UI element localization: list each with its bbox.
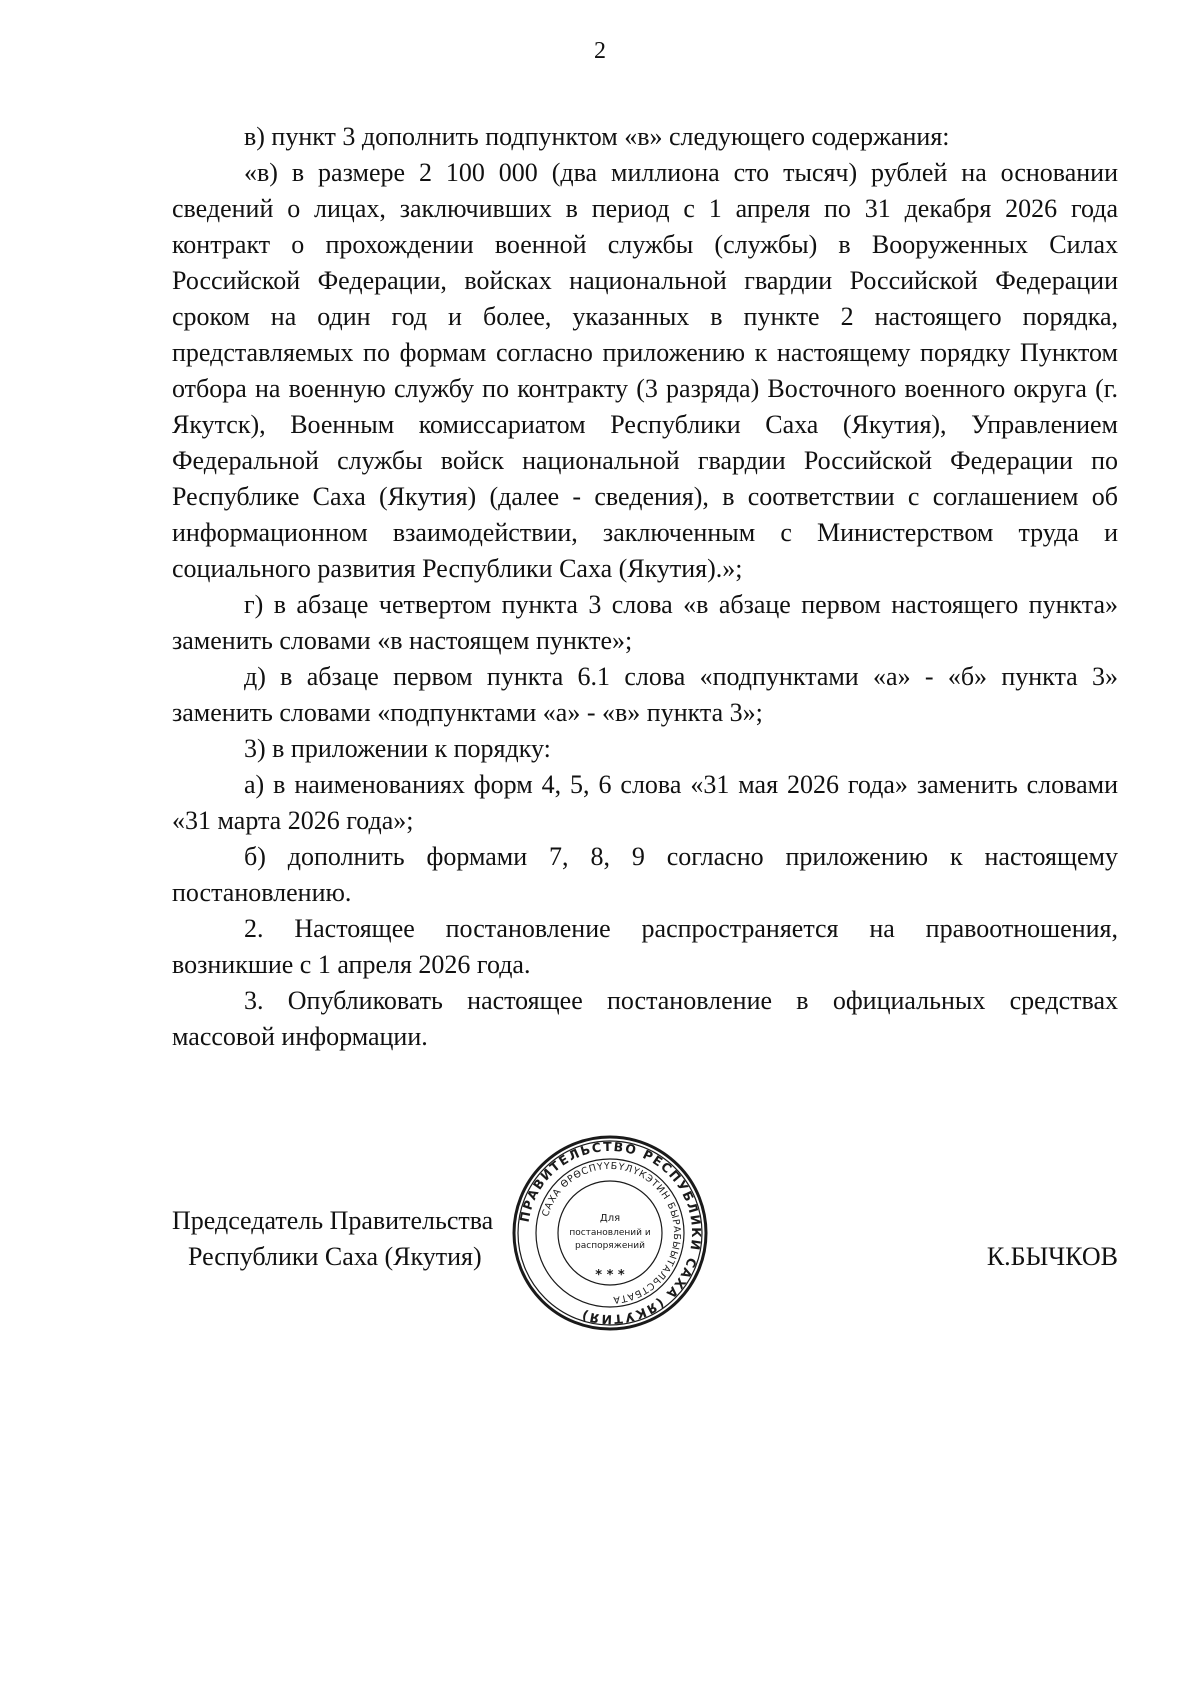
paragraph-appendix-b: б) дополнить формами 7, 8, 9 согласно приложению к настоящему постановлению. bbox=[172, 842, 1118, 907]
page-number: 2 bbox=[594, 38, 606, 64]
paragraph-subpoint-v-text: «в) в размере 2 100 000 (два миллиона сто тысяч) рублей на основании сведений о лицах, заключивших в период с 1 апреля по 31 декабря 2026 года контракт о прохождении военной службы (службы) в Вооруженных Силах Российской Федерации, войсках национальной гвардии Российской Федерации сроком на один год и более, указанных в пункте 2 настоящего порядка, представляемых по формам согласно приложению к настоящему порядку Пунктом отбора на военную службу по контракту (3 разряда) Восточного военного округа (г. Якутск), Военным комиссариатом Республики Саха (Якутия), Управлением Федеральной службы войск национальной гвардии Российской Федерации по Республике Саха (Якутия) (далее - сведения), в соответствии с соглашением об информационном взаимодействии, заключенным с Министерством труда и социального развития Республики Саха (Якутия).»; bbox=[172, 158, 1118, 583]
signer-title-line2: Республики Саха (Якутия) bbox=[188, 1242, 482, 1271]
seal-center-line2: постановлений и bbox=[569, 1228, 651, 1238]
document-body bbox=[172, 119, 1118, 1055]
paragraph-amendment-d: д) в абзаце первом пункта 6.1 слова «подпунктами «а» - «б» пункта 3» заменить словами «подпунктами «а» - «в» пункта 3»; bbox=[172, 662, 1118, 727]
paragraph-appendix-header: 3) в приложении к порядку: bbox=[244, 734, 551, 763]
seal-inner-text: САХА ӨРӨСПҮҮБҮЛҮКЭТИН БЫРАБЫЫТАЛЬСТБАТА bbox=[540, 1160, 683, 1306]
paragraph-clause-2: 2. Настоящее постановление распространяется на правоотношения, возникшие с 1 апреля 2026 года. bbox=[172, 914, 1118, 979]
signer-title-line1: Председатель Правительства bbox=[172, 1206, 494, 1235]
seal-graphic bbox=[510, 1133, 710, 1333]
official-seal-stamp bbox=[510, 1133, 710, 1333]
seal-stars: * * * bbox=[595, 1268, 625, 1283]
paragraph-amendment-v: в) пункт 3 дополнить подпунктом «в» следующего содержания: bbox=[244, 122, 950, 151]
paragraph-appendix-a: а) в наименованиях форм 4, 5, 6 слова «31 мая 2026 года» заменить словами «31 марта 2026 года»; bbox=[172, 770, 1118, 835]
signer-name: К.БЫЧКОВ bbox=[986, 1242, 1118, 1271]
seal-center-line3: распоряжений bbox=[575, 1241, 645, 1251]
seal-outer-text: ПРАВИТЕЛЬСТВО РЕСПУБЛИКИ САХА (ЯКУТИЯ) bbox=[516, 1138, 705, 1328]
paragraph-clause-3: 3. Опубликовать настоящее постановление в официальных средствах массовой информации. bbox=[172, 986, 1118, 1051]
paragraph-amendment-g: г) в абзаце четвертом пункта 3 слова «в абзаце первом настоящего пункта» заменить словами «в настоящем пункте»; bbox=[172, 590, 1118, 655]
seal-center-line1: Для bbox=[599, 1213, 621, 1224]
